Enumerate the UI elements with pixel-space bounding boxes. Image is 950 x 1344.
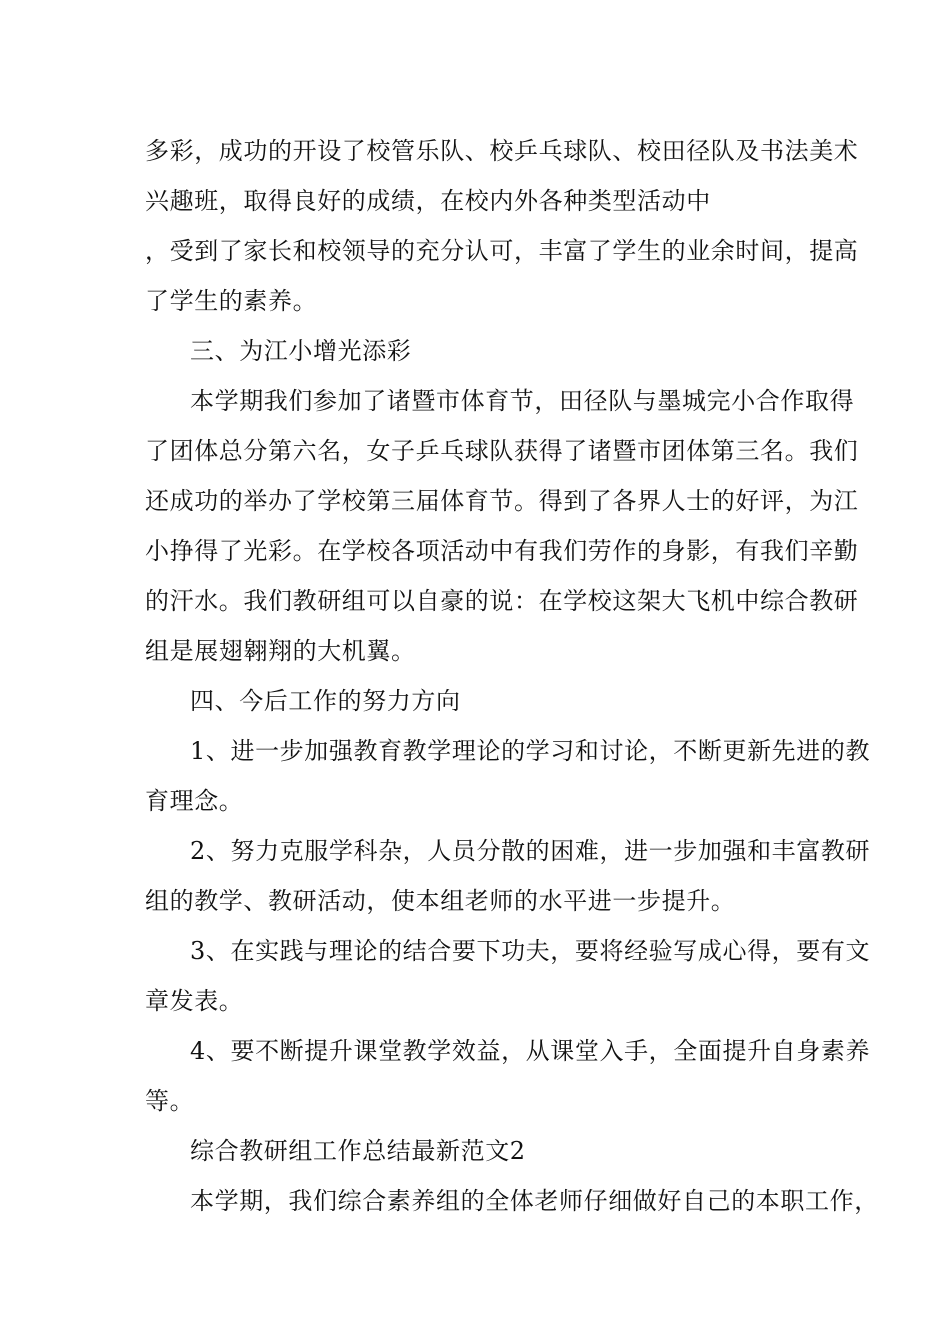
- list-item-line: 章发表。: [145, 987, 244, 1015]
- paragraph-line: 本学期我们参加了诸暨市体育节，田径队与墨城完小合作取得: [190, 387, 855, 415]
- list-item-line: 4、要不断提升课堂教学效益，从课堂入手，全面提升自身素养: [190, 1037, 871, 1065]
- list-item-line: 2、努力克服学科杂，人员分散的困难，进一步加强和丰富教研: [190, 837, 871, 865]
- list-item-line: 育理念。: [145, 787, 244, 815]
- paragraph-line: 了学生的素养。: [145, 287, 318, 315]
- list-item-line: 等。: [145, 1087, 195, 1115]
- paragraph-line: 的汗水。我们教研组可以自豪的说：在学校这架大飞机中综合教研: [145, 587, 859, 615]
- paragraph-line: 兴趣班，取得良好的成绩，在校内外各种类型活动中: [145, 187, 711, 215]
- paragraph-line: 多彩，成功的开设了校管乐队、校乒乓球队、校田径队及书法美术: [145, 137, 859, 165]
- section-heading: 三、为江小增光添彩: [190, 337, 412, 365]
- paragraph-line: 还成功的举办了学校第三届体育节。得到了各界人士的好评，为江: [145, 487, 859, 515]
- list-item-line: 3、在实践与理论的结合要下功夫，要将经验写成心得，要有文: [190, 937, 871, 965]
- list-item-line: 组的教学、教研活动，使本组老师的水平进一步提升。: [145, 887, 736, 915]
- list-item-line: 1、进一步加强教育教学理论的学习和讨论，不断更新先进的教: [190, 737, 871, 765]
- document-title: 综合教研组工作总结最新范文2: [190, 1137, 526, 1165]
- paragraph-line: 组是展翅翱翔的大机翼。: [145, 637, 416, 665]
- paragraph-line: ，受到了家长和校领导的充分认可，丰富了学生的业余时间，提高: [145, 237, 859, 265]
- paragraph-line: 小挣得了光彩。在学校各项活动中有我们劳作的身影，有我们辛勤: [145, 537, 859, 565]
- paragraph-line: 本学期，我们综合素养组的全体老师仔细做好自己的本职工作，: [190, 1187, 879, 1215]
- paragraph-line: 了团体总分第六名，女子乒乓球队获得了诸暨市团体第三名。我们: [145, 437, 859, 465]
- section-heading: 四、今后工作的努力方向: [190, 687, 461, 715]
